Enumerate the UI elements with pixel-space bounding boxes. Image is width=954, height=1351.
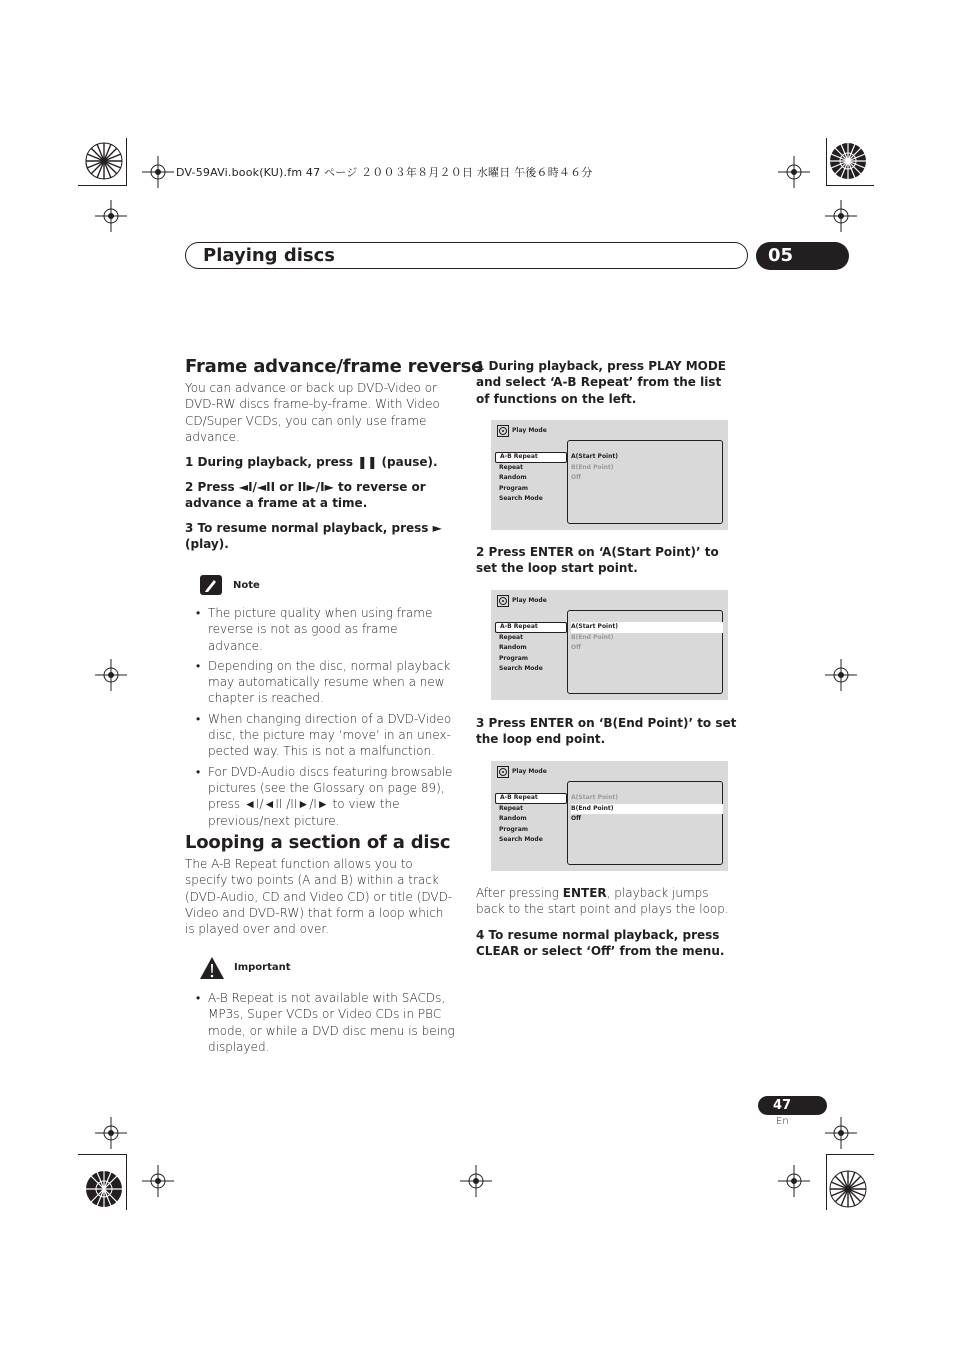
starburst-mark-bottom-right bbox=[828, 1169, 868, 1209]
osd-option-off[interactable]: Off bbox=[571, 474, 581, 482]
frame-step-2: 2 Press ◄I/◄II or II►/I► to reverse or advance a frame at a time. bbox=[185, 480, 426, 511]
page-number: 47 bbox=[758, 1096, 827, 1115]
osd-menu-item-program[interactable]: Program bbox=[499, 654, 529, 662]
osd-option-b-end[interactable]: B(End Point) bbox=[571, 463, 614, 471]
crosshair-mark bbox=[142, 156, 174, 188]
crosshair-mark bbox=[460, 1165, 492, 1197]
crop-line bbox=[78, 1154, 126, 1155]
disc-icon bbox=[497, 425, 509, 437]
crop-line bbox=[126, 1154, 127, 1210]
osd-menu-item-repeat[interactable]: Repeat bbox=[499, 804, 523, 812]
osd-menu-item-random[interactable]: Random bbox=[499, 644, 527, 652]
osd-menu bbox=[495, 452, 565, 505]
osd-option-b-end[interactable]: B(End Point) bbox=[571, 804, 723, 815]
loop-section-intro: The A-B Repeat function allows you to specify two points (A and B) within a track (DVD-Audio, CD and Video CD) or title (DVD-Video and DVD-RW) that form a loop which is played over and over. bbox=[185, 857, 453, 937]
frame-section-heading: Frame advance/frame reverse bbox=[185, 356, 484, 377]
important-label: Important bbox=[234, 962, 291, 973]
play-mode-screen-2 bbox=[491, 590, 728, 700]
osd-option-off[interactable]: Off bbox=[571, 644, 581, 652]
osd-option-a-start[interactable]: A(Start Point) bbox=[571, 622, 723, 633]
osd-menu-item-ab-repeat[interactable]: A-B Repeat bbox=[495, 622, 567, 633]
osd-menu bbox=[495, 622, 565, 675]
list-item: • When changing direction of a DVD-Video disc, the picture may ‘move’ in an unex-pected way. This is not a malfunction. bbox=[196, 711, 456, 760]
osd-menu-item-search-mode[interactable]: Search Mode bbox=[499, 665, 543, 673]
loop-step-1: 1 During playback, press PLAY MODE and select ‘A-B Repeat’ from the list of functions on the left. bbox=[476, 359, 727, 406]
crosshair-mark bbox=[825, 1117, 857, 1149]
starburst-mark-top-right bbox=[828, 141, 868, 181]
crop-line bbox=[78, 185, 126, 186]
starburst-mark-bottom-left bbox=[84, 1169, 124, 1209]
osd-option-off[interactable]: Off bbox=[571, 815, 581, 823]
note-label: Note bbox=[233, 580, 260, 591]
list-item: • The picture quality when using frame reverse is not as good as frame advance. bbox=[196, 605, 456, 654]
osd-menu-item-program[interactable]: Program bbox=[499, 484, 529, 492]
frame-step-3: 3 To resume normal playback, press ► (play). bbox=[185, 521, 442, 552]
frame-step-1: 1 During playback, press ❚❚ (pause). bbox=[185, 455, 438, 469]
osd-menu-item-search-mode[interactable]: Search Mode bbox=[499, 495, 543, 503]
osd-menu-item-ab-repeat[interactable]: A-B Repeat bbox=[495, 452, 567, 463]
list-item: • Depending on the disc, normal playback may automatically resume when a new chapter is reached. bbox=[196, 658, 456, 707]
list-item: • A-B Repeat is not available with SACDs, MP3s, Super VCDs or Video CDs in PBC mode, or while a DVD disc menu is being displayed. bbox=[196, 990, 456, 1055]
crosshair-mark bbox=[142, 1165, 174, 1197]
disc-icon bbox=[497, 595, 509, 607]
osd-option-b-end[interactable]: B(End Point) bbox=[571, 633, 614, 641]
note-pencil-icon bbox=[200, 575, 222, 595]
loop-step-3: 3 Press ENTER on ‘B(End Point)’ to set the loop end point. bbox=[476, 716, 737, 747]
loop-step-2: 2 Press ENTER on ‘A(Start Point)’ to set the loop start point. bbox=[476, 545, 719, 576]
loop-section-heading: Looping a section of a disc bbox=[185, 832, 451, 853]
crosshair-mark bbox=[95, 659, 127, 691]
important-warning-icon bbox=[199, 956, 225, 980]
osd-menu-item-random[interactable]: Random bbox=[499, 815, 527, 823]
crosshair-mark bbox=[825, 659, 857, 691]
osd-title: Play Mode bbox=[512, 768, 547, 775]
crosshair-mark bbox=[778, 156, 810, 188]
chapter-title: Playing discs bbox=[203, 245, 335, 266]
important-list bbox=[196, 990, 456, 1059]
crop-line bbox=[826, 185, 874, 186]
list-item: • For DVD-Audio discs featuring browsable pictures (see the Glossary on page 89), press ◄I/◄II /II►/I► to view the previous/next picture. bbox=[196, 764, 456, 829]
osd-option-a-start[interactable]: A(Start Point) bbox=[571, 453, 618, 460]
crosshair-mark bbox=[95, 200, 127, 232]
osd-options bbox=[571, 793, 723, 825]
osd-title: Play Mode bbox=[512, 597, 547, 604]
osd-menu-item-random[interactable]: Random bbox=[499, 474, 527, 482]
crosshair-mark bbox=[778, 1165, 810, 1197]
crosshair-mark bbox=[95, 1117, 127, 1149]
crop-line bbox=[826, 1154, 874, 1155]
enter-key-label: ENTER bbox=[562, 886, 607, 900]
disc-icon bbox=[497, 766, 509, 778]
osd-menu-item-repeat[interactable]: Repeat bbox=[499, 463, 523, 471]
osd-menu bbox=[495, 793, 565, 846]
osd-option-a-start[interactable]: A(Start Point) bbox=[571, 794, 618, 801]
after-enter-text bbox=[476, 885, 738, 918]
after-enter-prefix: After pressing bbox=[476, 886, 563, 900]
frame-section-intro: You can advance or back up DVD-Video or DVD-RW discs frame-by-frame. With Video CD/Super VCDs, you can only use frame advance. bbox=[185, 381, 440, 444]
crosshair-mark bbox=[825, 200, 857, 232]
play-mode-screen-3 bbox=[491, 761, 728, 871]
after-enter-suffix: , playback jumps back to the start point and plays the loop. bbox=[476, 886, 729, 917]
osd-menu-item-repeat[interactable]: Repeat bbox=[499, 633, 523, 641]
crop-line bbox=[126, 138, 127, 186]
crop-line bbox=[826, 1154, 827, 1210]
note-list bbox=[196, 605, 456, 833]
loop-step-4: 4 To resume normal playback, press CLEAR or select ‘Off’ from the menu. bbox=[476, 928, 725, 959]
file-header: DV-59AVi.book(KU).fm 47 ページ ２００３年８月２０日 水曜日 午後６時４６分 bbox=[176, 166, 593, 179]
starburst-mark-top-left bbox=[84, 141, 124, 181]
osd-title: Play Mode bbox=[512, 427, 547, 434]
chapter-number: 05 bbox=[756, 242, 849, 270]
osd-menu-item-program[interactable]: Program bbox=[499, 825, 529, 833]
osd-menu-item-ab-repeat[interactable]: A-B Repeat bbox=[495, 793, 567, 804]
crop-line bbox=[826, 138, 827, 186]
osd-options bbox=[571, 622, 723, 654]
page-language: En bbox=[776, 1116, 789, 1127]
osd-menu-item-search-mode[interactable]: Search Mode bbox=[499, 836, 543, 844]
play-mode-screen-1 bbox=[491, 420, 728, 530]
osd-options bbox=[571, 452, 723, 484]
